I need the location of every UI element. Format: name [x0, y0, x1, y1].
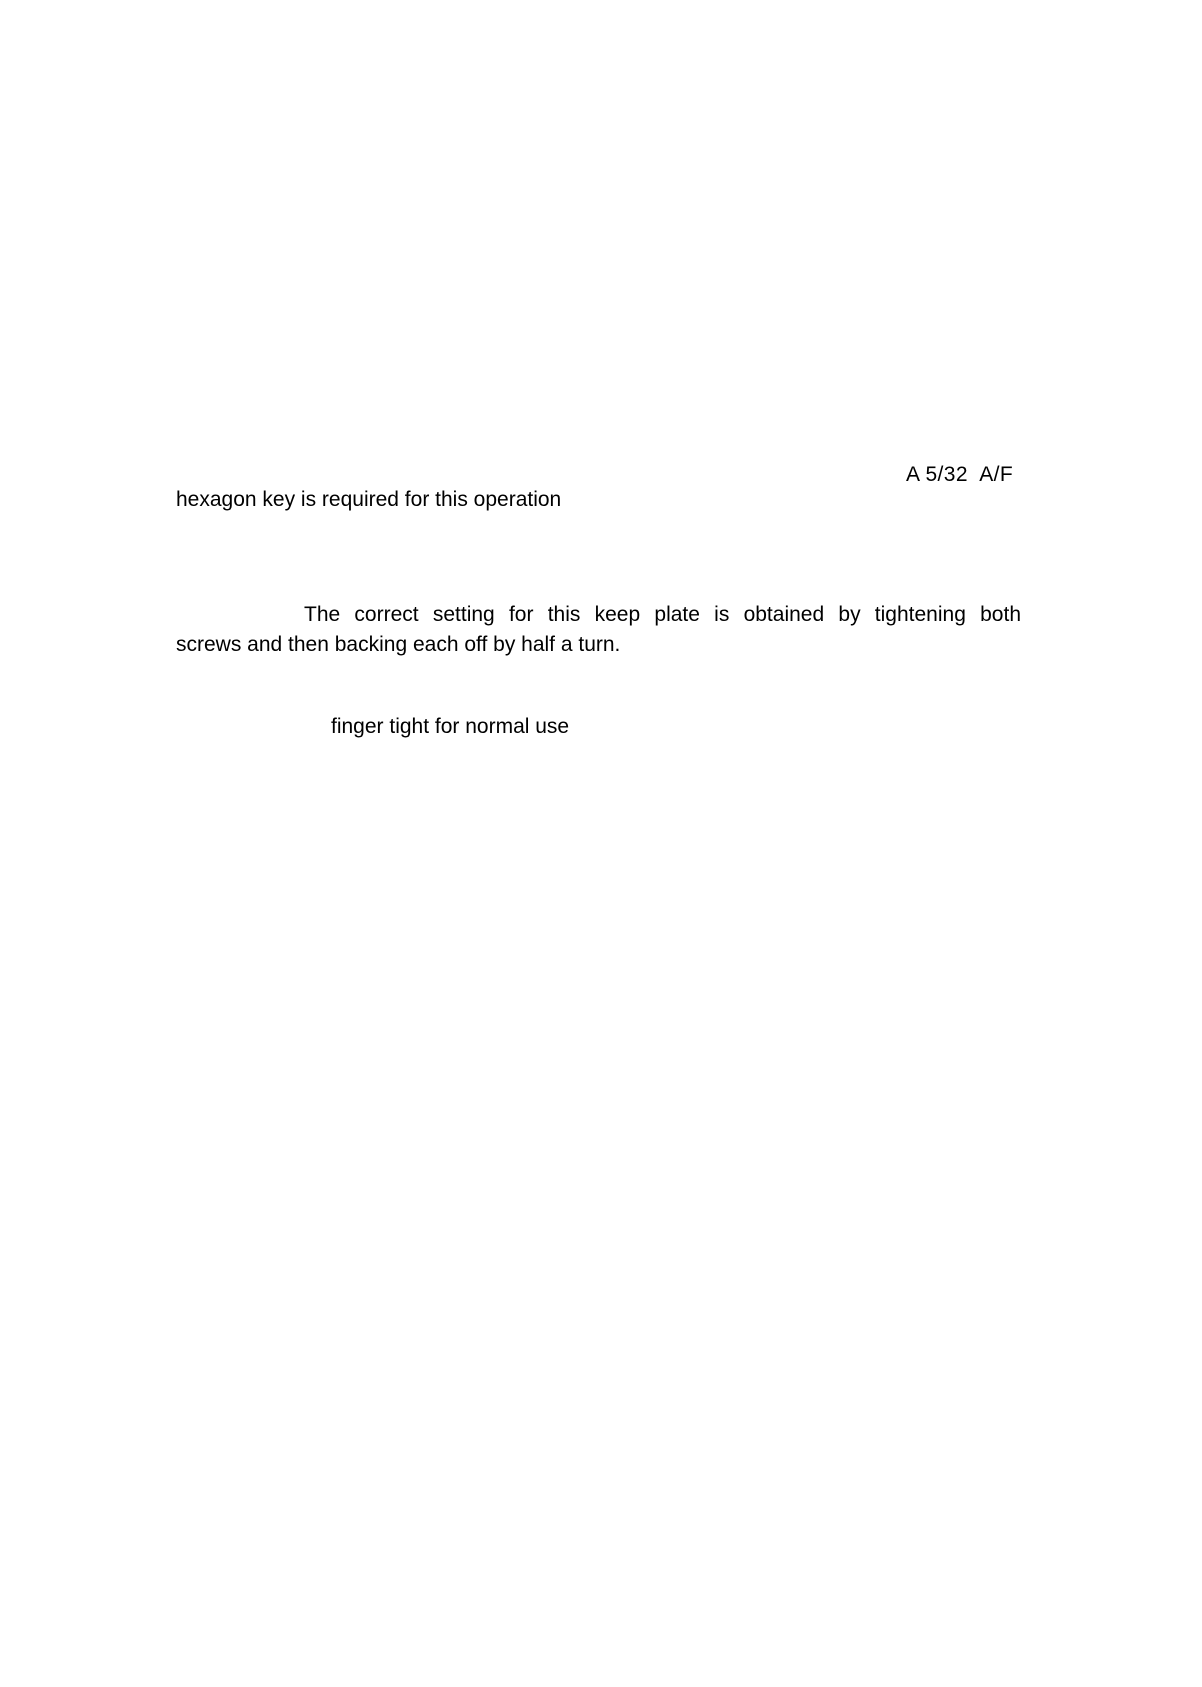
paragraph-first-line — [176, 600, 1021, 630]
paragraph-last-line: screws and then backing each off by half a turn. — [176, 633, 621, 656]
hex-key-size-text: A 5/32 A/F — [906, 463, 1014, 486]
keep-plate-paragraph — [176, 600, 1021, 660]
paragraph-first-line-text: The correct setting for this keep plate is obtained by tightening both — [304, 603, 1021, 626]
finger-tight-note-text: finger tight for normal use — [331, 715, 570, 738]
hexagon-key-note-text: hexagon key is required for this operation — [176, 488, 562, 511]
